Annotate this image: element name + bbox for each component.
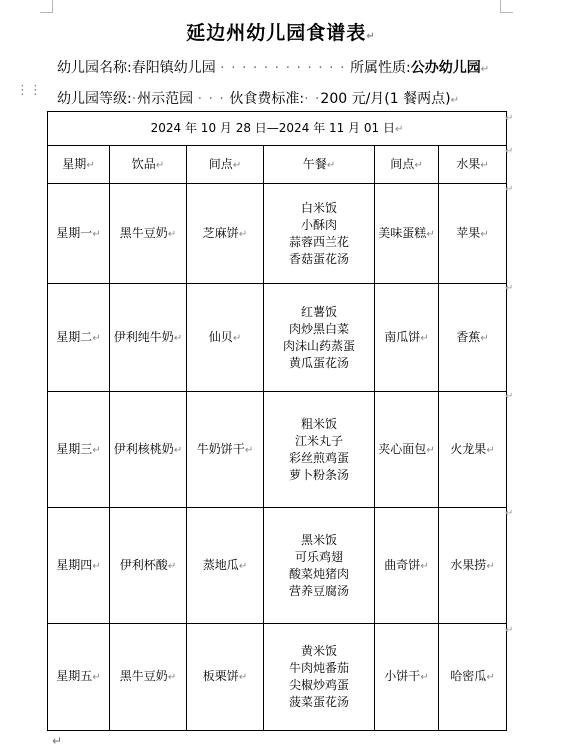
lunch-item: 黄米饭 bbox=[300, 644, 337, 658]
day-text: 星期四 bbox=[56, 557, 93, 572]
lunch-item: 小酥肉 bbox=[300, 217, 337, 232]
row-end-mark-icon: ↵ bbox=[505, 146, 514, 157]
snack-2-text: 美味蛋糕 bbox=[378, 225, 427, 240]
fruit-text: 香蕉 bbox=[456, 329, 481, 344]
snack-2-cell bbox=[375, 184, 439, 284]
day-cell bbox=[48, 392, 110, 508]
table-move-handle-icon[interactable]: ⋮⋮ bbox=[16, 83, 42, 98]
day-cell bbox=[48, 284, 110, 392]
snack-1-text: 板栗饼 bbox=[202, 669, 239, 683]
day-cell bbox=[48, 184, 110, 284]
paragraph-mark-icon: ↵ bbox=[173, 332, 183, 344]
paragraph-mark-icon: ↵ bbox=[480, 228, 489, 240]
lunch-cell bbox=[264, 624, 375, 731]
snack-2-cell bbox=[375, 392, 439, 508]
snack-1-cell bbox=[187, 184, 264, 284]
paragraph-mark-icon: ↵ bbox=[480, 332, 489, 344]
row-end-mark-icon: ↵ bbox=[505, 283, 514, 294]
lunch-item: 菠菜蛋花汤 bbox=[288, 695, 349, 709]
leader-dots: · · · · · · · · · · · · bbox=[220, 60, 346, 76]
fruit-text: 火龙果 bbox=[450, 441, 487, 456]
paragraph-mark-icon: ↵ bbox=[238, 672, 248, 683]
fruit-cell bbox=[439, 184, 507, 284]
snack-2-text: 曲奇饼 bbox=[384, 557, 421, 572]
paragraph-mark-icon: ↵ bbox=[173, 444, 183, 456]
row-end-mark-icon: ↵ bbox=[505, 625, 514, 636]
name-value: 春阳镇幼儿园 bbox=[131, 60, 216, 76]
paragraph-mark-icon: ↵ bbox=[92, 560, 101, 572]
lunch-item: 尖椒炒鸡蛋 bbox=[288, 678, 349, 692]
snack-1-text: 芝麻饼 bbox=[202, 225, 239, 240]
kindergarten-info-line-2 bbox=[57, 88, 459, 108]
lunch-item: 香菇蛋花汤 bbox=[288, 251, 349, 266]
header-row bbox=[48, 146, 507, 184]
fruit-cell bbox=[439, 392, 507, 508]
lunch-item: 红薯饭 bbox=[300, 304, 337, 319]
paragraph-mark-icon: ↵ bbox=[486, 444, 495, 456]
table-row bbox=[48, 508, 507, 624]
snack-2-text: 夹心面包 bbox=[378, 441, 427, 456]
lunch-cell bbox=[264, 392, 375, 508]
day-text: 星期三 bbox=[56, 441, 93, 456]
leader-dot: · bbox=[131, 91, 138, 107]
date-range-row bbox=[48, 112, 507, 146]
row-end-mark-icon: ↵ bbox=[505, 184, 514, 195]
header-text: 间点 bbox=[208, 156, 233, 171]
paragraph-mark-icon: ↵ bbox=[52, 734, 63, 748]
paragraph-mark-icon: ↵ bbox=[92, 672, 101, 683]
lunch-item: 萝卜粉条汤 bbox=[288, 467, 349, 482]
lunch-item: 江米丸子 bbox=[294, 433, 343, 448]
snack-1-cell bbox=[187, 508, 264, 624]
drink-cell bbox=[110, 392, 187, 508]
lunch-cell bbox=[264, 508, 375, 624]
lunch-item: 白米饭 bbox=[300, 200, 337, 215]
snack-2-text: 南瓜饼 bbox=[384, 329, 421, 344]
paragraph-mark-icon: ↵ bbox=[486, 672, 495, 683]
page-corner-mark-top-left bbox=[40, 0, 53, 13]
paragraph-mark-icon: ↵ bbox=[167, 560, 177, 572]
paragraph-mark-icon: ↵ bbox=[232, 159, 242, 171]
paragraph-mark-icon: ↵ bbox=[394, 123, 404, 135]
header-text: 水果 bbox=[456, 156, 481, 171]
table-row bbox=[48, 624, 507, 731]
drink-cell bbox=[110, 624, 187, 731]
day-text: 星期一 bbox=[56, 225, 93, 240]
lunch-item: 肉炒黑白菜 bbox=[288, 321, 349, 336]
snack-1-text: 仙贝 bbox=[208, 329, 233, 344]
lunch-item: 肉沫山药蒸蛋 bbox=[282, 338, 355, 353]
header-text: 间点 bbox=[390, 156, 415, 171]
lunch-item: 黑米饭 bbox=[300, 532, 337, 547]
fruit-cell bbox=[439, 284, 507, 392]
drink-cell bbox=[110, 284, 187, 392]
drink-text: 伊利杯酸 bbox=[119, 557, 168, 572]
fee-label: 伙食费标准: bbox=[229, 91, 305, 107]
fruit-text: 苹果 bbox=[456, 225, 481, 240]
snack-1-cell bbox=[187, 284, 264, 392]
lunch-item: 可乐鸡翅 bbox=[294, 549, 343, 564]
table-row bbox=[48, 284, 507, 392]
day-cell bbox=[48, 508, 110, 624]
table-row bbox=[48, 392, 507, 508]
lunch-item: 彩丝煎鸡蛋 bbox=[288, 450, 349, 465]
leader-dots: · · · bbox=[197, 91, 225, 107]
snack-2-cell bbox=[375, 624, 439, 731]
header-fruit bbox=[439, 146, 507, 184]
paragraph-mark-icon: ↵ bbox=[420, 332, 429, 344]
paragraph-mark-icon: ↵ bbox=[426, 228, 435, 240]
row-end-mark-icon: ↵ bbox=[505, 113, 514, 124]
fruit-cell bbox=[439, 508, 507, 624]
fee-value: 200 元/月(1 餐两点) bbox=[320, 91, 451, 107]
paragraph-mark-icon: ↵ bbox=[450, 95, 459, 106]
lunch-item: 营养豆腐汤 bbox=[288, 583, 349, 598]
day-text: 星期五 bbox=[56, 669, 93, 683]
title-text: 延边州幼儿园食谱表 bbox=[186, 22, 367, 44]
lunch-cell bbox=[264, 284, 375, 392]
document-title bbox=[0, 18, 562, 45]
paragraph-mark-icon: ↵ bbox=[366, 31, 376, 42]
lunch-item: 黄瓜蛋花汤 bbox=[288, 355, 349, 370]
drink-cell bbox=[110, 508, 187, 624]
fruit-text: 水果捞 bbox=[450, 557, 487, 572]
paragraph-mark-icon: ↵ bbox=[238, 228, 248, 240]
name-label: 幼儿园名称: bbox=[57, 60, 132, 76]
drink-text: 伊利纯牛奶 bbox=[113, 329, 174, 344]
level-label: 幼儿园等级: bbox=[57, 91, 132, 107]
paragraph-mark-icon: ↵ bbox=[420, 560, 429, 572]
paragraph-mark-icon: ↵ bbox=[480, 159, 489, 171]
date-range-cell bbox=[48, 112, 507, 146]
lunch-item: 蒜蓉西兰花 bbox=[288, 234, 349, 249]
header-text: 星期 bbox=[62, 156, 87, 171]
lunch-item: 粗米饭 bbox=[300, 416, 337, 431]
lunch-cell bbox=[264, 184, 375, 284]
table-row bbox=[48, 184, 507, 284]
header-drink bbox=[110, 146, 187, 184]
snack-1-cell bbox=[187, 392, 264, 508]
header-snack-2 bbox=[375, 146, 439, 184]
nature-value: 公办幼儿园 bbox=[410, 60, 481, 76]
day-cell bbox=[48, 624, 110, 731]
header-day bbox=[48, 146, 110, 184]
level-value: 州示范园 bbox=[137, 91, 194, 107]
nature-label: 所属性质: bbox=[349, 60, 411, 76]
paragraph-mark-icon: ↵ bbox=[326, 159, 336, 171]
day-text: 星期二 bbox=[56, 329, 93, 344]
drink-text: 黑牛豆奶 bbox=[119, 669, 168, 683]
paragraph-mark-icon: ↵ bbox=[92, 444, 101, 456]
paragraph-mark-icon: ↵ bbox=[232, 332, 242, 344]
lunch-item: 牛肉炖番茄 bbox=[288, 661, 349, 675]
header-text: 午餐 bbox=[302, 156, 327, 171]
weekly-menu-table bbox=[47, 111, 507, 731]
paragraph-mark-icon: ↵ bbox=[426, 444, 435, 456]
fruit-text: 哈密瓜 bbox=[450, 669, 487, 683]
row-end-mark-icon: ↵ bbox=[505, 508, 514, 519]
header-lunch bbox=[264, 146, 375, 184]
snack-2-cell bbox=[375, 284, 439, 392]
row-end-mark-icon: ↵ bbox=[505, 391, 514, 402]
paragraph-mark-icon: ↵ bbox=[238, 560, 248, 572]
snack-1-cell bbox=[187, 624, 264, 731]
drink-text: 伊利核桃奶 bbox=[113, 441, 174, 456]
header-snack-1 bbox=[187, 146, 264, 184]
snack-2-cell bbox=[375, 508, 439, 624]
page-corner-mark-top-right bbox=[500, 0, 513, 13]
leader-dots: · · bbox=[304, 91, 321, 107]
paragraph-mark-icon: ↵ bbox=[244, 444, 254, 456]
header-text: 饮品 bbox=[131, 156, 156, 171]
paragraph-mark-icon: ↵ bbox=[480, 64, 490, 75]
paragraph-mark-icon: ↵ bbox=[86, 159, 95, 171]
snack-1-text: 牛奶饼干 bbox=[196, 441, 245, 456]
paragraph-mark-icon: ↵ bbox=[420, 672, 429, 683]
lunch-item: 酸菜炖猪肉 bbox=[288, 566, 349, 581]
paragraph-mark-icon: ↵ bbox=[414, 159, 423, 171]
paragraph-mark-icon: ↵ bbox=[167, 672, 177, 683]
drink-cell bbox=[110, 184, 187, 284]
paragraph-mark-icon: ↵ bbox=[92, 332, 101, 344]
fruit-cell bbox=[439, 624, 507, 731]
snack-2-text: 小饼干 bbox=[384, 669, 421, 683]
paragraph-mark-icon: ↵ bbox=[486, 560, 495, 572]
kindergarten-info-line-1 bbox=[57, 57, 489, 77]
paragraph-mark-icon: ↵ bbox=[155, 159, 165, 171]
date-range-text: 2024 年 10 月 28 日—2024 年 11 月 01 日 bbox=[150, 120, 395, 135]
paragraph-mark-icon: ↵ bbox=[167, 228, 177, 240]
drink-text: 黑牛豆奶 bbox=[119, 225, 168, 240]
paragraph-mark-icon: ↵ bbox=[92, 228, 101, 240]
snack-1-text: 蒸地瓜 bbox=[202, 557, 239, 572]
